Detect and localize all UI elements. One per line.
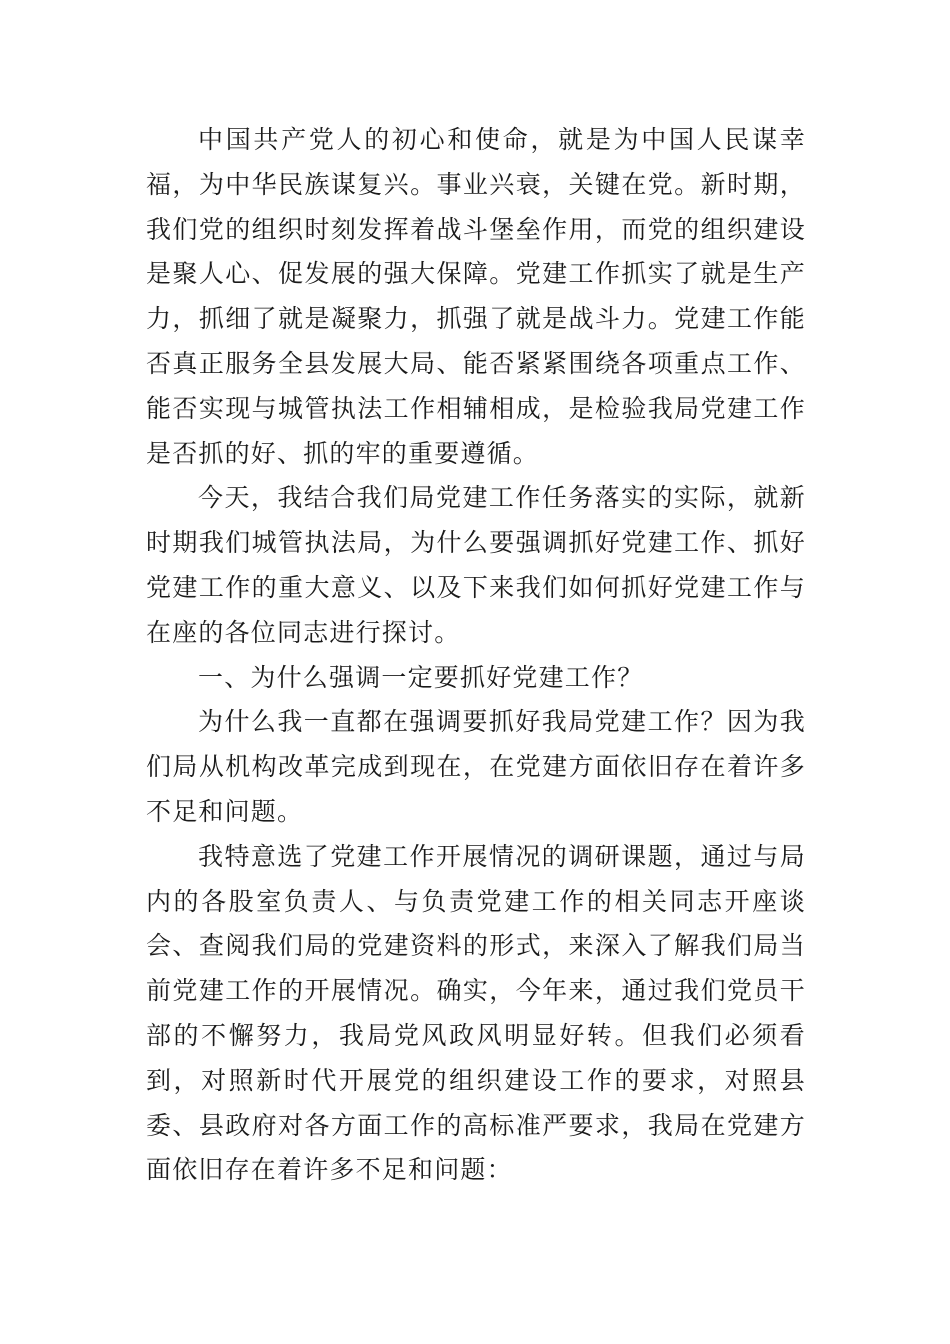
- paragraph-today: 今天，我结合我们局党建工作任务落实的实际，就新时期我们城管执法局，为什么要强调抓好党建工作、抓好党建工作的重大意义、以及下来我们如何抓好党建工作与在座的各位同志进行探讨。: [146, 483, 806, 647]
- paragraph-intro: 中国共产党人的初心和使命，就是为中国人民谋幸福，为中华民族谋复兴。事业兴衰，关键在党。新时期，我们党的组织时刻发挥着战斗堡垒作用，而党的组织建设是聚人心、促发展的强大保障。党建工作抓实了就是生产力，抓细了就是凝聚力，抓强了就是战斗力。党建工作能否真正服务全县发展大局、能否紧紧围绕各项重点工作、能否实现与城管执法工作相辅相成，是检验我局党建工作是否抓的好、抓的牢的重要遵循。: [146, 125, 806, 468]
- section-heading-1: 一、为什么强调一定要抓好党建工作？: [198, 662, 644, 692]
- paragraph-research: 我特意选了党建工作开展情况的调研课题，通过与局内的各股室负责人、与负责党建工作的相关同志开座谈会、查阅我们局的党建资料的形式，来深入了解我们局当前党建工作的开展情况。确实，今年来，通过我们党员干部的不懈努力，我局党风政风明显好转。但我们必须看到，对照新时代开展党的组织建设工作的要求，对照县委、县政府对各方面工作的高标准严要求，我局在党建方面依旧存在着许多不足和问题：: [146, 841, 806, 1185]
- document-body: [146, 118, 806, 1193]
- paragraph-why: 为什么我一直都在强调要抓好我局党建工作？因为我们局从机构改革完成到现在，在党建方面依旧存在着许多不足和问题。: [146, 707, 806, 826]
